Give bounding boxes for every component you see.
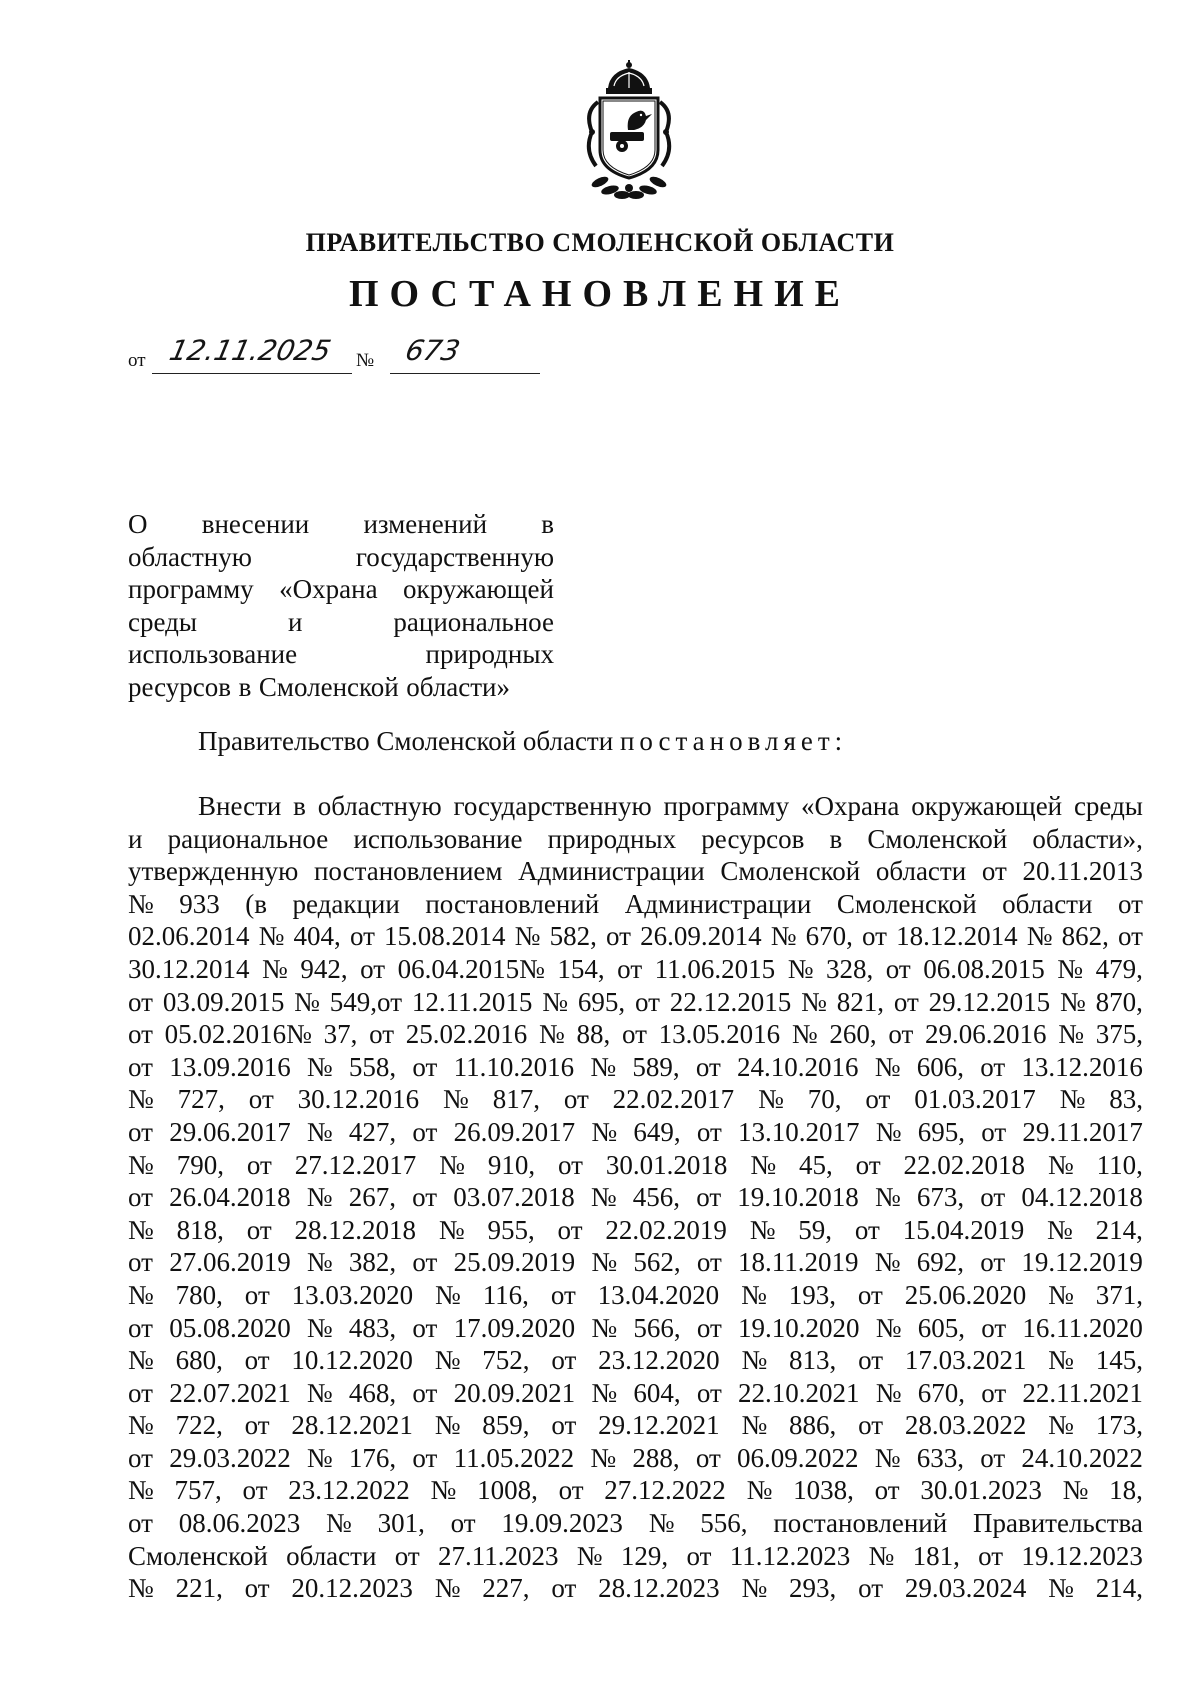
body-line: от 05.02.2016№ 37, от 25.02.2016 № 88, от 13.05.2016 № 260, от 29.06.2016 № 375, — [128, 1019, 1143, 1050]
date-number-line — [128, 334, 548, 371]
body-line: Внести в областную государственную программу «Охрана окружающей среды — [198, 791, 1143, 821]
body-line: от 05.08.2020 № 483, от 17.09.2020 № 566, от 19.10.2020 № 605, от 16.11.2020 — [128, 1312, 1143, 1343]
subject-line: ресурсов в Смоленской области» — [128, 671, 511, 702]
preamble-action: постановляет: — [619, 726, 848, 756]
body-line: и рациональное использование природных ресурсов в Смоленской области», — [128, 823, 1143, 854]
body-text — [128, 790, 1143, 1605]
body-line: от 22.07.2021 № 468, от 20.09.2021 № 604, от 22.10.2021 № 670, от 22.11.2021 — [128, 1377, 1143, 1408]
body-line: утвержденную постановлением Администрации Смоленской области от 20.11.2013 — [128, 856, 1143, 887]
body-line: № 757, от 23.12.2022 № 1008, от 27.12.2022 № 1038, от 30.01.2023 № 18, — [128, 1475, 1143, 1506]
body-line: от 03.09.2015 № 549,от 12.11.2015 № 695, от 22.12.2015 № 821, от 29.12.2015 № 870, — [128, 986, 1143, 1017]
subject-line: О внесении изменений в — [128, 509, 554, 539]
handwritten-number: 673 — [402, 334, 463, 367]
body-line: 30.12.2014 № 942, от 06.04.2015№ 154, от 11.06.2015 № 328, от 06.08.2015 № 479, — [128, 953, 1143, 984]
smolensk-coat-of-arms-icon — [570, 58, 688, 203]
preamble-text: Правительство Смоленской области — [198, 726, 620, 756]
organization-name: ПРАВИТЕЛЬСТВО СМОЛЕНСКОЙ ОБЛАСТИ — [305, 228, 895, 257]
body-line: от 13.09.2016 № 558, от 11.10.2016 № 589, от 24.10.2016 № 606, от 13.12.2016 — [128, 1051, 1143, 1082]
body-line: № 722, от 28.12.2021 № 859, от 29.12.2021 № 886, от 28.03.2022 № 173, — [128, 1410, 1143, 1441]
document-type-title: ПОСТАНОВЛЕНИЕ — [348, 273, 852, 315]
body-line: № 727, от 30.12.2016 № 817, от 22.02.2017 № 70, от 01.03.2017 № 83, — [128, 1084, 1143, 1115]
subject-line: использование природных — [128, 639, 554, 670]
number-prefix: № — [356, 350, 375, 371]
body-line: № 818, от 28.12.2018 № 955, от 22.02.2019 № 59, от 15.04.2019 № 214, — [128, 1214, 1143, 1245]
body-line: № 780, от 13.03.2020 № 116, от 13.04.2020 № 193, от 25.06.2020 № 371, — [128, 1279, 1143, 1310]
body-line: от 26.04.2018 № 267, от 03.07.2018 № 456, от 19.10.2018 № 673, от 04.12.2018 — [128, 1182, 1143, 1213]
subject-line: областную государственную — [128, 541, 554, 572]
number-underline — [390, 373, 540, 374]
subject-block — [128, 508, 554, 704]
handwritten-date: 12.11.2025 — [166, 334, 334, 367]
body-line: от 08.06.2023 № 301, от 19.09.2023 № 556, постановлений Правительства — [128, 1508, 1143, 1539]
subject-line: программу «Охрана окружающей — [128, 574, 554, 605]
body-line: от 29.03.2022 № 176, от 11.05.2022 № 288, от 06.09.2022 № 633, от 24.10.2022 — [128, 1442, 1143, 1473]
body-line: № 790, от 27.12.2017 № 910, от 30.01.2018 № 45, от 22.02.2018 № 110, — [128, 1149, 1143, 1180]
body-line: № 680, от 10.12.2020 № 752, от 23.12.2020 № 813, от 17.03.2021 № 145, — [128, 1345, 1143, 1376]
body-line: № 933 (в редакции постановлений Администрации Смоленской области от — [128, 888, 1143, 919]
body-line: № 221, от 20.12.2023 № 227, от 28.12.2023 № 293, от 29.03.2024 № 214, — [128, 1573, 1143, 1604]
body-line: от 27.06.2019 № 382, от 25.09.2019 № 562, от 18.11.2019 № 692, от 19.12.2019 — [128, 1247, 1143, 1278]
date-underline — [152, 373, 352, 374]
preamble — [198, 726, 847, 757]
date-prefix: от — [128, 350, 146, 371]
body-line: Смоленской области от 27.11.2023 № 129, от 11.12.2023 № 181, от 19.12.2023 — [128, 1540, 1143, 1571]
body-line: 02.06.2014 № 404, от 15.08.2014 № 582, от 26.09.2014 № 670, от 18.12.2014 № 862, от — [128, 921, 1143, 952]
body-line: от 29.06.2017 № 427, от 26.09.2017 № 649, от 13.10.2017 № 695, от 29.11.2017 — [128, 1116, 1143, 1147]
subject-line: среды и рациональное — [128, 606, 554, 637]
